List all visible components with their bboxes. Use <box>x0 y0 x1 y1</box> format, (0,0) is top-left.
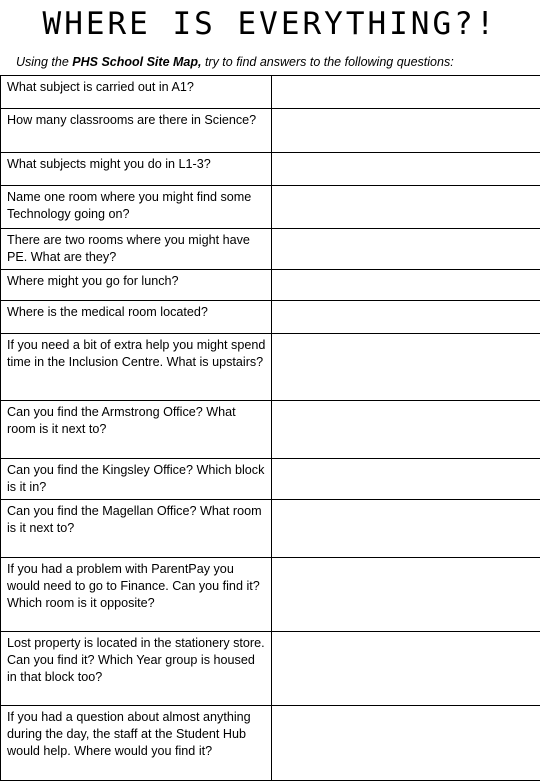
answer-cell[interactable] <box>272 632 540 706</box>
question-text: Can you find the Kingsley Office? Which block is it in? <box>1 459 272 500</box>
question-text: Name one room where you might find some Technology going on? <box>1 186 272 229</box>
answer-cell[interactable] <box>272 301 540 334</box>
question-table <box>0 75 540 781</box>
question-row <box>1 558 540 632</box>
question-text: Can you find the Magellan Office? What room is it next to? <box>1 500 272 558</box>
question-row <box>1 401 540 459</box>
question-text: There are two rooms where you might have PE. What are they? <box>1 229 272 270</box>
answer-cell[interactable] <box>272 706 540 781</box>
question-text: If you had a problem with ParentPay you would need to go to Finance. Can you find it? Which room is it opposite? <box>1 558 272 632</box>
question-text: Where might you go for lunch? <box>1 270 272 301</box>
question-text: If you need a bit of extra help you might spend time in the Inclusion Centre. What is upstairs? <box>1 334 272 401</box>
question-text: If you had a question about almost anything during the day, the staff at the Student Hub would help. Where would you find it? <box>1 706 272 781</box>
question-row <box>1 500 540 558</box>
question-row <box>1 186 540 229</box>
question-text: How many classrooms are there in Science? <box>1 109 272 153</box>
answer-cell[interactable] <box>272 270 540 301</box>
answer-cell[interactable] <box>272 558 540 632</box>
question-text: What subject is carried out in A1? <box>1 76 272 109</box>
answer-cell[interactable] <box>272 229 540 270</box>
answer-cell[interactable] <box>272 401 540 459</box>
answer-cell[interactable] <box>272 459 540 500</box>
question-text: Lost property is located in the stationery store. Can you find it? Which Year group is housed in that block too? <box>1 632 272 706</box>
answer-cell[interactable] <box>272 153 540 186</box>
question-row <box>1 459 540 500</box>
answer-cell[interactable] <box>272 186 540 229</box>
instructions-map-name: PHS School Site Map, <box>72 55 201 69</box>
instructions-suffix: try to find answers to the following questions: <box>201 55 453 69</box>
question-row <box>1 153 540 186</box>
question-row <box>1 632 540 706</box>
question-row <box>1 301 540 334</box>
question-text: Can you find the Armstrong Office? What room is it next to? <box>1 401 272 459</box>
question-row <box>1 109 540 153</box>
question-row <box>1 706 540 781</box>
answer-cell[interactable] <box>272 76 540 109</box>
question-text: What subjects might you do in L1-3? <box>1 153 272 186</box>
question-row <box>1 76 540 109</box>
answer-cell[interactable] <box>272 500 540 558</box>
page-title: WHERE IS EVERYTHING?! <box>0 6 540 42</box>
answer-cell[interactable] <box>272 334 540 401</box>
question-row <box>1 270 540 301</box>
answer-cell[interactable] <box>272 109 540 153</box>
question-row <box>1 334 540 401</box>
question-text: Where is the medical room located? <box>1 301 272 334</box>
instructions <box>16 54 536 70</box>
instructions-prefix: Using the <box>16 55 72 69</box>
question-row <box>1 229 540 270</box>
